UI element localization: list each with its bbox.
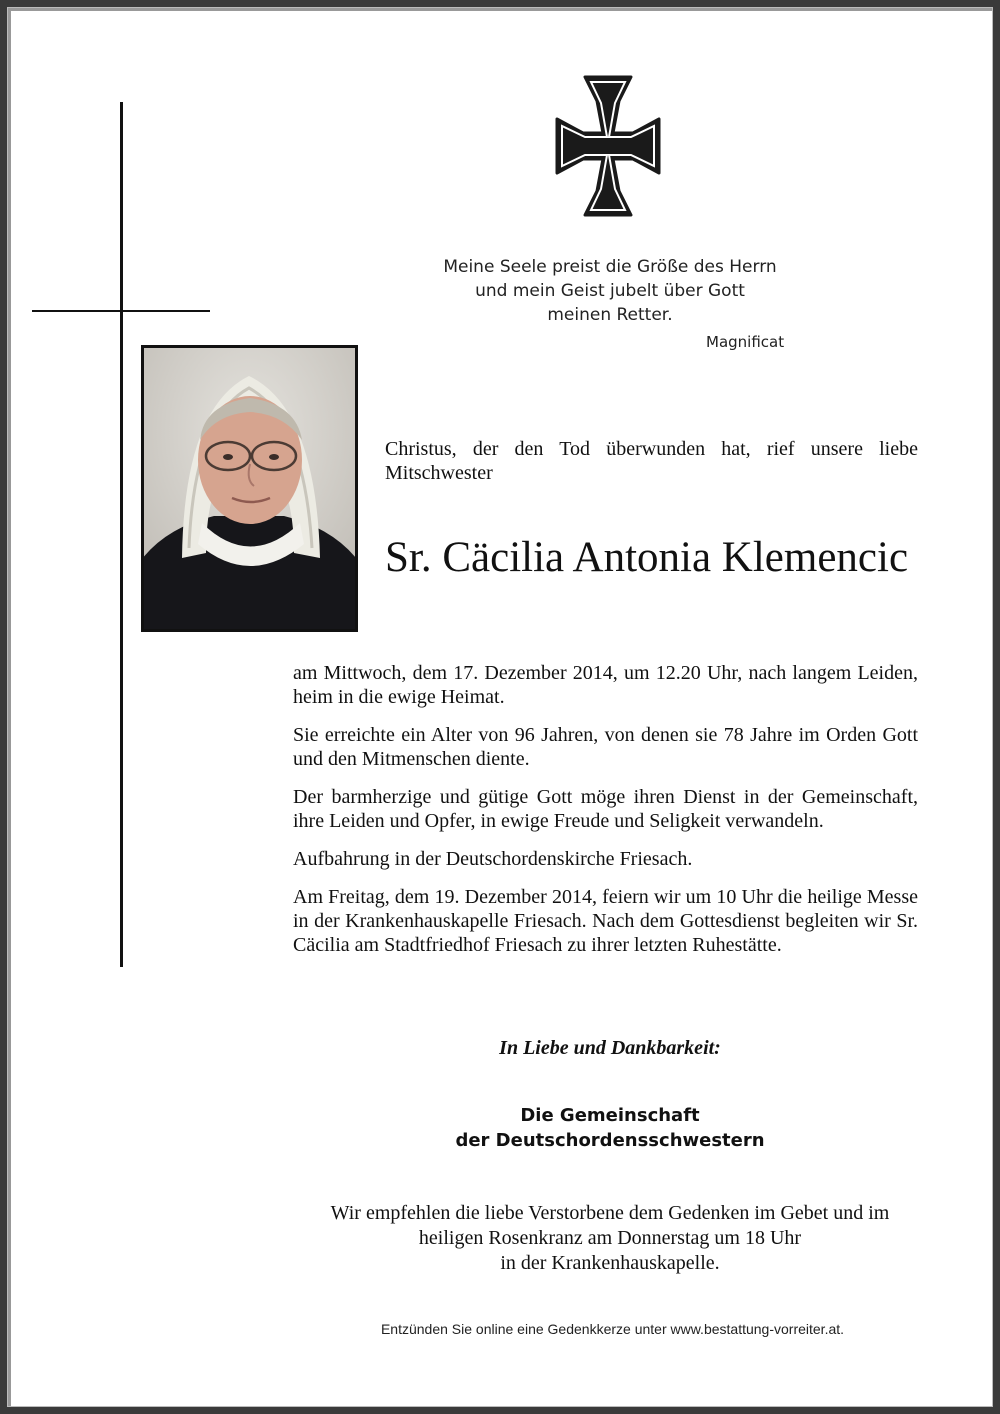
intro-text: Christus, der den Tod überwunden hat, rief unsere liebe Mitschwester [385, 438, 918, 484]
motto-line: Meine Seele preist die Größe des Herrn [443, 257, 777, 277]
online-candle-note: Entzünden Sie online eine Gedenkkerze unter www.bestattung-vorreiter.at. [380, 1321, 845, 1337]
community-line: der Deutschordensschwestern [455, 1130, 765, 1151]
community-line: Die Gemeinschaft [520, 1105, 700, 1126]
portrait-image [144, 348, 355, 629]
motto-line: und mein Geist jubelt über Gott [475, 281, 745, 301]
recommendation-line: Wir empfehlen die liebe Verstorbene dem Gedenken im Gebet und im [330, 1202, 890, 1224]
paragraph-prayer: Der barmherzige und gütige Gott möge ihren Dienst in der Gemeinschaft, ihre Leiden und Opfer, in ewige Freude und Seligkeit verwandeln. [293, 786, 918, 832]
paragraph-funeral: Am Freitag, dem 19. Dezember 2014, feiern wir um 10 Uhr die heilige Messe in der Krankenhauskapelle Friesach. Nach dem Gottesdienst begleiten wir Sr. Cäcilia am Stadtfriedhof Friesach zu ihrer letzten Ruhestätte. [293, 886, 918, 956]
community-signature [380, 1103, 840, 1153]
closing-phrase: In Liebe und Dankbarkeit: [499, 1037, 721, 1059]
motto-line: meinen Retter. [547, 305, 673, 325]
cross-line-horizontal [32, 310, 210, 312]
cross-line-vertical [120, 102, 123, 967]
motto-verse [400, 255, 820, 327]
announcement-body [293, 661, 918, 971]
paragraph-age: Sie erreichte ein Alter von 96 Jahren, von denen sie 78 Jahre im Orden Gott und den Mitmenschen diente. [293, 724, 918, 770]
motto-source: Magnificat [706, 333, 785, 351]
prayer-recommendation [290, 1201, 930, 1276]
deceased-name: Sr. Cäcilia Antonia Klemencic [385, 534, 909, 581]
recommendation-line: in der Krankenhauskapelle. [500, 1252, 720, 1274]
paragraph-death-date: am Mittwoch, dem 17. Dezember 2014, um 12.20 Uhr, nach langem Leiden, heim in die ewige Heimat. [293, 662, 918, 708]
paragraph-laying-out: Aufbahrung in der Deutschordenskirche Friesach. [293, 848, 693, 870]
teutonic-cross-icon [553, 75, 663, 217]
recommendation-line: heiligen Rosenkranz am Donnerstag um 18 Uhr [418, 1227, 802, 1249]
portrait-photo [141, 345, 358, 632]
